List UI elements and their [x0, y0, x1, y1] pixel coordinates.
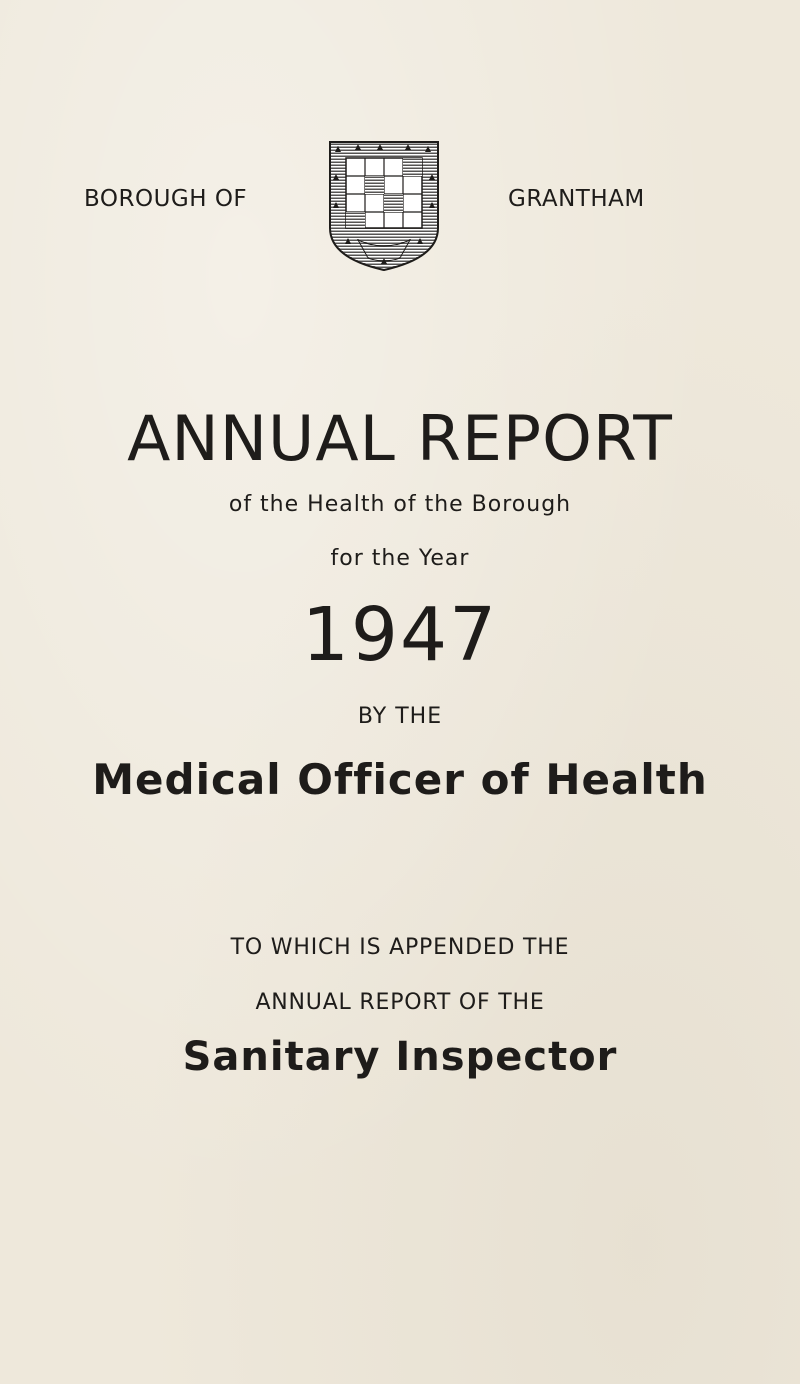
- report-year: 1947: [301, 592, 499, 678]
- header-borough-of: BOROUGH OF: [84, 186, 248, 212]
- subtitle-health-of-borough: of the Health of the Borough: [228, 492, 572, 517]
- header-grantham: GRANTHAM: [508, 186, 645, 212]
- appended-line-1: TO WHICH IS APPENDED THE: [230, 935, 570, 960]
- sanitary-inspector-heading: Sanitary Inspector: [182, 1034, 618, 1080]
- report-title: ANNUAL REPORT: [127, 402, 673, 475]
- subtitle-for-the-year: for the Year: [330, 546, 470, 571]
- by-the-label: BY THE: [357, 704, 443, 729]
- appended-line-2: ANNUAL REPORT OF THE: [255, 990, 545, 1015]
- medical-officer-heading: Medical Officer of Health: [92, 755, 708, 804]
- coat-of-arms-icon: [328, 140, 440, 272]
